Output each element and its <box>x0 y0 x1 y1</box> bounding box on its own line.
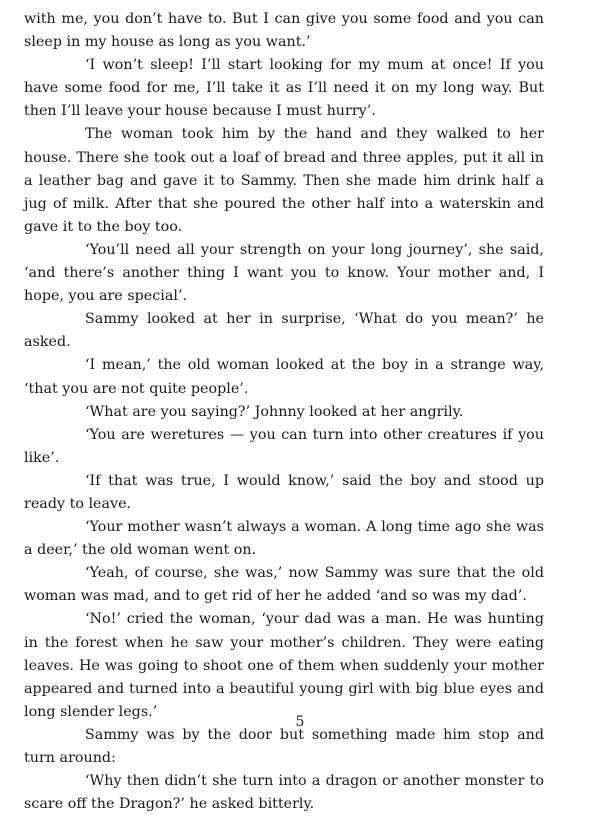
paragraph: ‘If that was true, I would know,’ said the boy and stood up ready to leave. <box>24 472 544 512</box>
paragraph: ‘I won’t sleep! I’ll start looking for my mum at once! If you have some food for me, I’ll take it as I’ll need it on my long way. But then I’ll leave your house because I must hurry’. <box>24 57 544 120</box>
page-text <box>24 8 544 816</box>
paragraph-continuation: with me, you don’t have to. But I can give you some food and you can sleep in my house as long as you want.’ <box>24 11 544 51</box>
paragraph: ‘What are you saying?’ Johnny looked at her angrily. <box>85 403 464 420</box>
paragraph: ‘I mean,’ the old woman looked at the boy in a strange way, ‘that you are not quite people’. <box>24 357 544 397</box>
paragraph: Sammy looked at her in surprise, ‘What do you mean?’ he asked. <box>24 311 544 351</box>
paragraph: Sammy was by the door but something made him stop and turn around: <box>24 726 544 766</box>
paragraph: ‘Yeah, of course, she was,’ now Sammy was sure that the old woman was mad, and to get rid of her he added ‘and so was my dad’. <box>24 565 544 605</box>
paragraph: ‘Why then didn’t she turn into a dragon or another monster to scare off the Dragon?’ he asked bitterly. <box>24 773 544 813</box>
paragraph: The woman took him by the hand and they walked to her house. There she took out a loaf of bread and three apples, put it all in a leather bag and gave it to Sammy. Then she made him drink half a jug of milk. After that she poured the other half into a waterskin and gave it to the boy too. <box>24 126 544 235</box>
paragraph: ‘No!’ cried the woman, ‘your dad was a man. He was hunting in the forest when he saw your mother’s children. They were eating leaves. He was going to shoot one of them when suddenly your mother appeared and turned into a beautiful young girl with big blue eyes and long slender legs.’ <box>24 611 544 720</box>
page-number: 5 <box>295 714 305 730</box>
paragraph: ‘You are weretures — you can turn into other creatures if you like’. <box>24 426 544 466</box>
paragraph: ‘You’ll need all your strength on your long journey’, she said, ‘and there’s another thing I want you to know. Your mother and, I hope, you are special’. <box>24 241 544 305</box>
paragraph: ‘Your mother wasn’t always a woman. A long time ago she was a deer,’ the old woman went on. <box>24 519 544 559</box>
